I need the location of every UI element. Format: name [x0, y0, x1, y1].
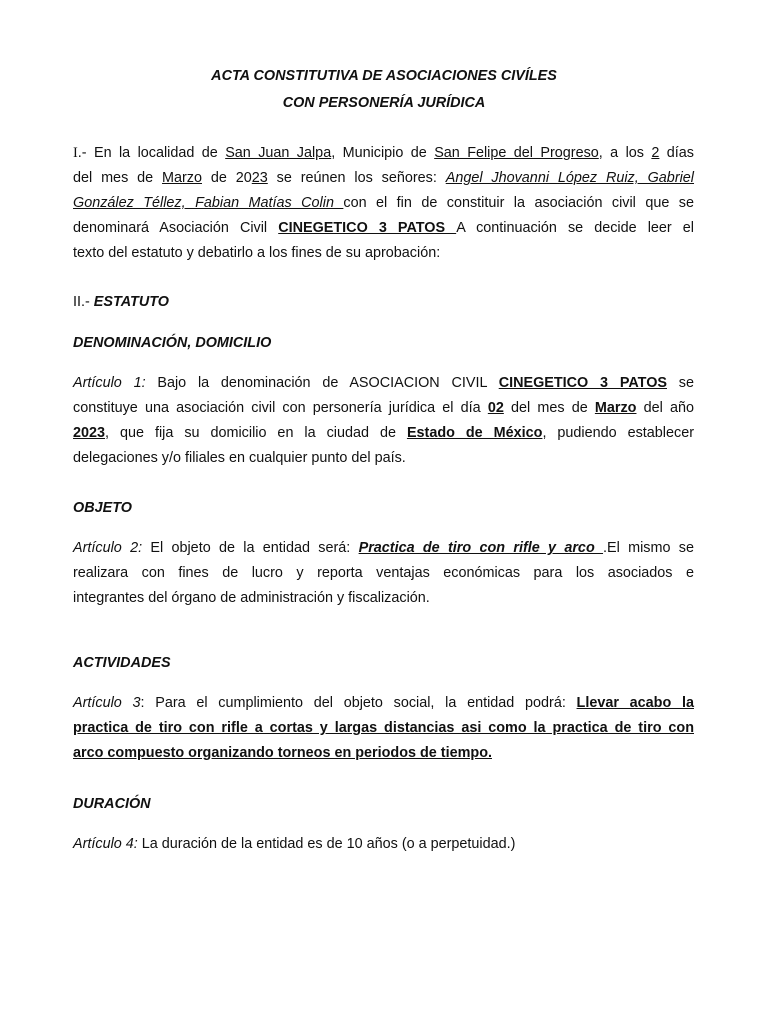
- article-3-line-2: practica de tiro con rifle a cortas y largas distancias asi como la practica de tiro con: [73, 720, 694, 736]
- article-1-line-2: constituye una asociación civil con personería jurídica el día 02 del mes de Marzo del año: [73, 400, 695, 416]
- section-2-heading: II.- ESTATUTO: [73, 294, 169, 310]
- article-4-line-1: Artículo 4: La duración de la entidad es de 10 años (o a perpetuidad.): [73, 836, 516, 852]
- member-names-2: González Téllez, Fabian Matías Colin: [73, 195, 344, 211]
- association-name: CINEGETICO 3 PATOS: [278, 220, 457, 236]
- heading-objeto: OBJETO: [73, 500, 132, 516]
- month: Marzo: [162, 170, 202, 186]
- municipality: San Felipe del Progreso: [434, 145, 599, 161]
- member-names-1: Angel Jhovanni López Ruiz, Gabriel: [445, 170, 695, 186]
- article-3-line-1: Artículo 3: Para el cumplimiento del objeto social, la entidad podrá: Llevar acabo la: [73, 695, 694, 711]
- article-3-line-3: arco compuesto organizando torneos en periodos de tiempo.: [73, 745, 492, 761]
- paragraph-1-line-4: denominará Asociación Civil CINEGETICO 3 PATOS A continuación se decide leer el: [73, 220, 694, 236]
- locality: San Juan Jalpa: [225, 145, 332, 161]
- paragraph-1-line-3: González Téllez, Fabian Matías Colin con el fin de constituir la asociación civil que se: [73, 195, 694, 211]
- article-2-line-2: realizara con fines de lucro y reporta ventajas económicas para los asociados e: [73, 565, 694, 581]
- article-1-line-3: 2023, que fija su domicilio en la ciudad de Estado de México, pudiendo establecer: [73, 425, 694, 441]
- heading-denominacion: DENOMINACIÓN, DOMICILIO: [73, 335, 272, 351]
- paragraph-1-line-5: texto del estatuto y debatirlo a los fines de su aprobación:: [73, 245, 441, 261]
- article-1-line-4: delegaciones y/o filiales en cualquier punto del país.: [73, 450, 406, 466]
- article-2-line-3: integrantes del órgano de administración y fiscalización.: [73, 590, 430, 606]
- article-1-line-1: Artículo 1: Bajo la denominación de ASOCIACION CIVIL CINEGETICO 3 PATOS se: [73, 375, 694, 391]
- document-title-line-2: CON PERSONERÍA JURÍDICA: [282, 95, 486, 111]
- heading-duracion: DURACIÓN: [73, 796, 151, 812]
- roman-numeral: I: [73, 145, 78, 161]
- day: 2: [651, 145, 660, 161]
- paragraph-1-line-2: del mes de Marzo de 2023 se reúnen los señores: Angel Jhovanni López Ruiz, Gabriel: [73, 170, 695, 186]
- year-tail: 23: [251, 170, 268, 186]
- article-2-line-1: Artículo 2: El objeto de la entidad será: Practica de tiro con rifle y arco .El mismo se: [73, 540, 694, 556]
- document-title-line-1: ACTA CONSTITUTIVA DE ASOCIACIONES CIVÍLES: [211, 68, 557, 84]
- paragraph-1-line-1: I.- En la localidad de San Juan Jalpa, Municipio de San Felipe del Progreso, a los 2 días: [73, 145, 694, 161]
- heading-actividades: ACTIVIDADES: [73, 655, 171, 671]
